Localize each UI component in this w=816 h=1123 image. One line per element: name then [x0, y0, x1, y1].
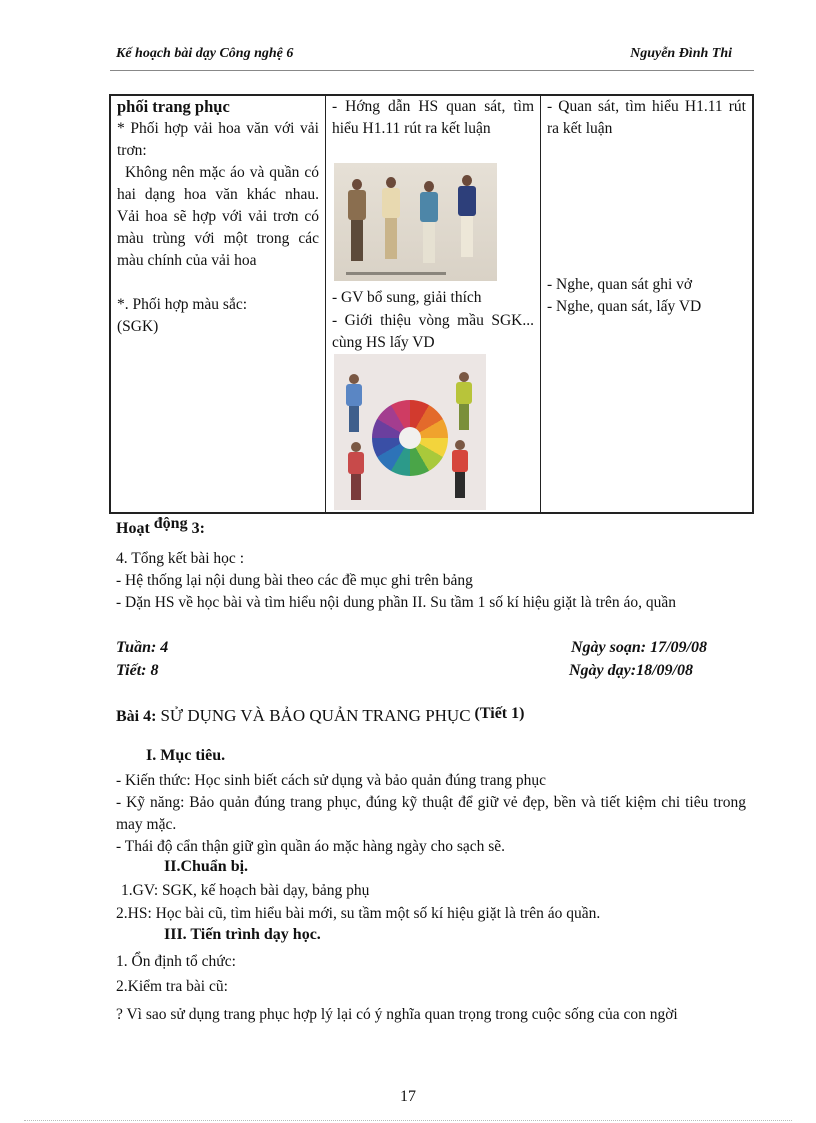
activity3-title-b: động — [153, 515, 188, 532]
objective-skills: - Kỹ năng: Bảo quản đúng trang phục, đúng kỹ thuật để giữ vẻ đẹp, bền và tiết kiệm chi tiêu trong may mặc. — [116, 794, 746, 833]
figure-person — [346, 374, 362, 434]
header-course-title: Kế hoạch bài dạy Công nghệ 6 — [116, 46, 294, 61]
schedule-prepared: Ngày soạn: 17/09/08 — [571, 639, 707, 656]
objective-attitude: - Thái độ cẩn thận giữ gìn quần áo mặc hàng ngày cho sạch sẽ. — [116, 838, 506, 855]
col1-color-line: *. Phối hợp màu sắc: — [117, 296, 248, 313]
activity3-title-a: Hoạt — [116, 520, 150, 537]
schedule-period: Tiết: 8 — [116, 662, 159, 679]
col1-bullet: * Phối hợp vải hoa văn với vải trơn: — [117, 120, 319, 159]
col1-paragraph: Không nên mặc áo và quần có hai dạng hoa văn khác nhau. Vải hoa sẽ hợp với vải trơn có màu trùng với một trong các màu chính của vải hoa — [117, 164, 319, 269]
activity3-body — [116, 548, 746, 614]
lesson-title: SỬ DỤNG VÀ BẢO QUẢN TRANG PHỤC — [160, 706, 471, 725]
preparation-hs: 2.HS: Học bài cũ, tìm hiểu bài mới, su tầm một số kí hiệu giặt là trên áo quần. — [116, 905, 601, 922]
col3-line1: - Quan sát, tìm hiểu H1.11 rút ra kết luận — [547, 98, 746, 137]
person-figure — [458, 175, 476, 259]
figure-h1-11-photo — [334, 163, 497, 281]
page-header — [116, 46, 732, 68]
activity3-item1: - Hệ thống lại nội dung bài theo các đề mục ghi trên bảng — [116, 572, 473, 589]
person-figure — [348, 179, 366, 263]
table-col-student — [541, 96, 752, 512]
schedule-week: Tuần: 4 — [116, 639, 169, 656]
col2-line2: - GV bổ sung, giải thích — [332, 289, 482, 306]
lesson-part: (Tiết 1) — [474, 705, 525, 722]
figure-person — [452, 440, 468, 500]
person-figure — [382, 177, 400, 261]
footer-rule — [24, 1120, 792, 1121]
color-wheel-center — [399, 427, 421, 449]
lesson-heading — [116, 706, 524, 726]
header-author: Nguyễn Đình Thi — [630, 46, 732, 61]
table-col-content — [111, 96, 326, 512]
table-col-teacher — [326, 96, 541, 512]
person-figure — [420, 181, 438, 265]
lesson-label: Bài 4: — [116, 708, 157, 725]
preparation-heading: II.Chuẩn bị. — [164, 858, 249, 875]
objectives-heading: I. Mục tiêu. — [146, 747, 226, 764]
figure-person — [348, 442, 364, 502]
photo-caption — [346, 272, 446, 275]
col1-sgk: (SGK) — [117, 318, 159, 335]
activity3-summary: 4. Tổng kết bài học : — [116, 550, 244, 567]
page-number: 17 — [400, 1088, 416, 1105]
process-question: ? Vì sao sử dụng trang phục hợp lý lại có ý nghĩa quan trọng trong cuộc sống của con ngời — [116, 1006, 678, 1023]
color-wheel-illustration — [334, 354, 486, 510]
process-step2: 2.Kiểm tra bài cũ: — [116, 978, 228, 995]
objective-knowledge: - Kiến thức: Học sinh biết cách sử dụng và bảo quản đúng trang phục — [116, 772, 547, 789]
col3-line2: - Nghe, quan sát ghi vở — [547, 276, 693, 293]
header-rule — [110, 70, 754, 71]
schedule-taught: Ngày dạy:18/09/08 — [569, 662, 693, 679]
process-heading: III. Tiến trình dạy học. — [164, 926, 321, 943]
col3-line3: - Nghe, quan sát, lấy VD — [547, 298, 702, 315]
process-step1: 1. Ổn định tổ chức: — [116, 953, 236, 970]
activity3-title — [116, 515, 205, 538]
col2-line1: - Hớng dẫn HS quan sát, tìm hiểu H1.11 rút ra kết luận — [332, 98, 534, 137]
preparation-gv: 1.GV: SGK, kế hoạch bài dạy, bảng phụ — [121, 882, 370, 899]
objectives-body — [116, 770, 746, 858]
col2-line3: - Giới thiệu vòng mầu SGK... cùng HS lấy VD — [332, 312, 534, 351]
lesson-table — [109, 94, 754, 514]
figure-person — [456, 372, 472, 432]
col1-heading: phối trang phục — [117, 97, 230, 116]
activity3-item2: - Dặn HS về học bài và tìm hiểu nội dung phần II. Su tầm 1 số kí hiệu giặt là trên áo, quần — [116, 594, 677, 611]
activity3-title-c: 3: — [191, 520, 205, 537]
